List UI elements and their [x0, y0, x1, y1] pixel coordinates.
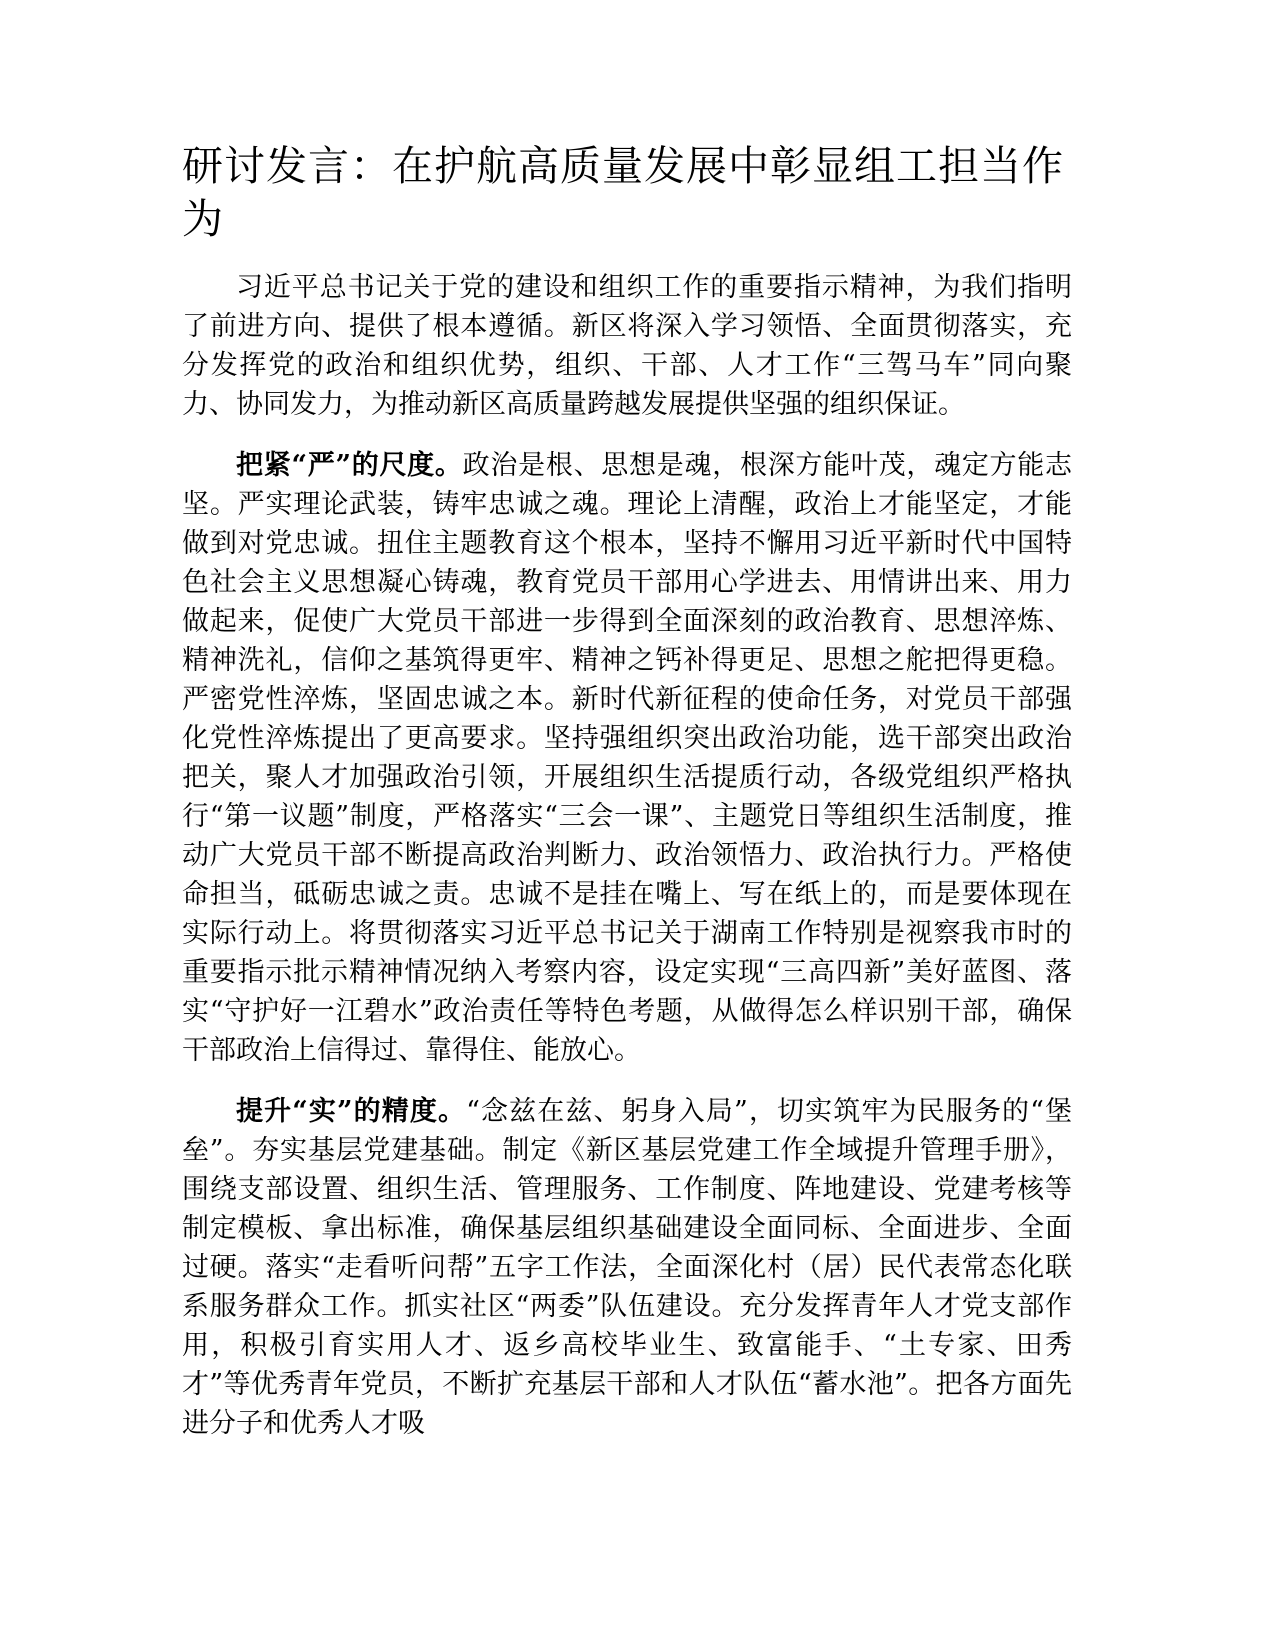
document-title: 研讨发言：在护航高质量发展中彰显组工担当作为 [182, 142, 1064, 243]
paragraph-heading: 提升“实”的精度。 [236, 1096, 467, 1127]
paragraph-intro [182, 268, 1072, 424]
paragraph-text: 习近平总书记关于党的建设和组织工作的重要指示精神，为我们指明了前进方向、提供了根本遵循。新区将深入学习领悟、全面贯彻落实，充分发挥党的政治和组织优势，组织、干部、人才工作“三驾马车”同向聚力、协同发力，为推动新区高质量跨越发展提供坚强的组织保证。 [182, 272, 1072, 420]
paragraph-practicality [182, 1092, 1072, 1443]
paragraph-strictness [182, 446, 1072, 1070]
document-page [182, 140, 1072, 1465]
paragraph-text: “念兹在兹、躬身入局”，切实筑牢为民服务的“堡垒”。夯实基层党建基础。制定《新区基层党建工作全域提升管理手册》，围绕支部设置、组织生活、管理服务、工作制度、阵地建设、党建考核等制定模板、拿出标准，确保基层组织基础建设全面同标、全面进步、全面过硬。落实“走看听问帮”五字工作法，全面深化村（居）民代表常态化联系服务群众工作。抓实社区“两委”队伍建设。充分发挥青年人才党支部作用，积极引育实用人才、返乡高校毕业生、致富能手、“土专家、田秀才”等优秀青年党员，不断扩充基层干部和人才队伍“蓄水池”。把各方面先进分子和优秀人才吸 [182, 1096, 1072, 1439]
paragraph-heading: 把紧“严”的尺度。 [236, 450, 463, 481]
paragraph-text: 政治是根、思想是魂，根深方能叶茂，魂定方能志坚。严实理论武装，铸牢忠诚之魂。理论上清醒，政治上才能坚定，才能做到对党忠诚。扭住主题教育这个根本，坚持不懈用习近平新时代中国特色社会主义思想凝心铸魂，教育党员干部用心学进去、用情讲出来、用力做起来，促使广大党员干部进一步得到全面深刻的政治教育、思想淬炼、精神洗礼，信仰之基筑得更牢、精神之钙补得更足、思想之舵把得更稳。严密党性淬炼，坚固忠诚之本。新时代新征程的使命任务，对党员干部强化党性淬炼提出了更高要求。坚持强组织突出政治功能，选干部突出政治把关，聚人才加强政治引领，开展组织生活提质行动，各级党组织严格执行“第一议题”制度，严格落实“三会一课”、主题党日等组织生活制度，推动广大党员干部不断提高政治判断力、政治领悟力、政治执行力。严格使命担当，砥砺忠诚之责。忠诚不是挂在嘴上、写在纸上的，而是要体现在实际行动上。将贯彻落实习近平总书记关于湖南工作特别是视察我市时的重要指示批示精神情况纳入考察内容，设定实现“三高四新”美好蓝图、落实“守护好一江碧水”政治责任等特色考题，从做得怎么样识别干部，确保干部政治上信得过、靠得住、能放心。 [182, 450, 1073, 1066]
